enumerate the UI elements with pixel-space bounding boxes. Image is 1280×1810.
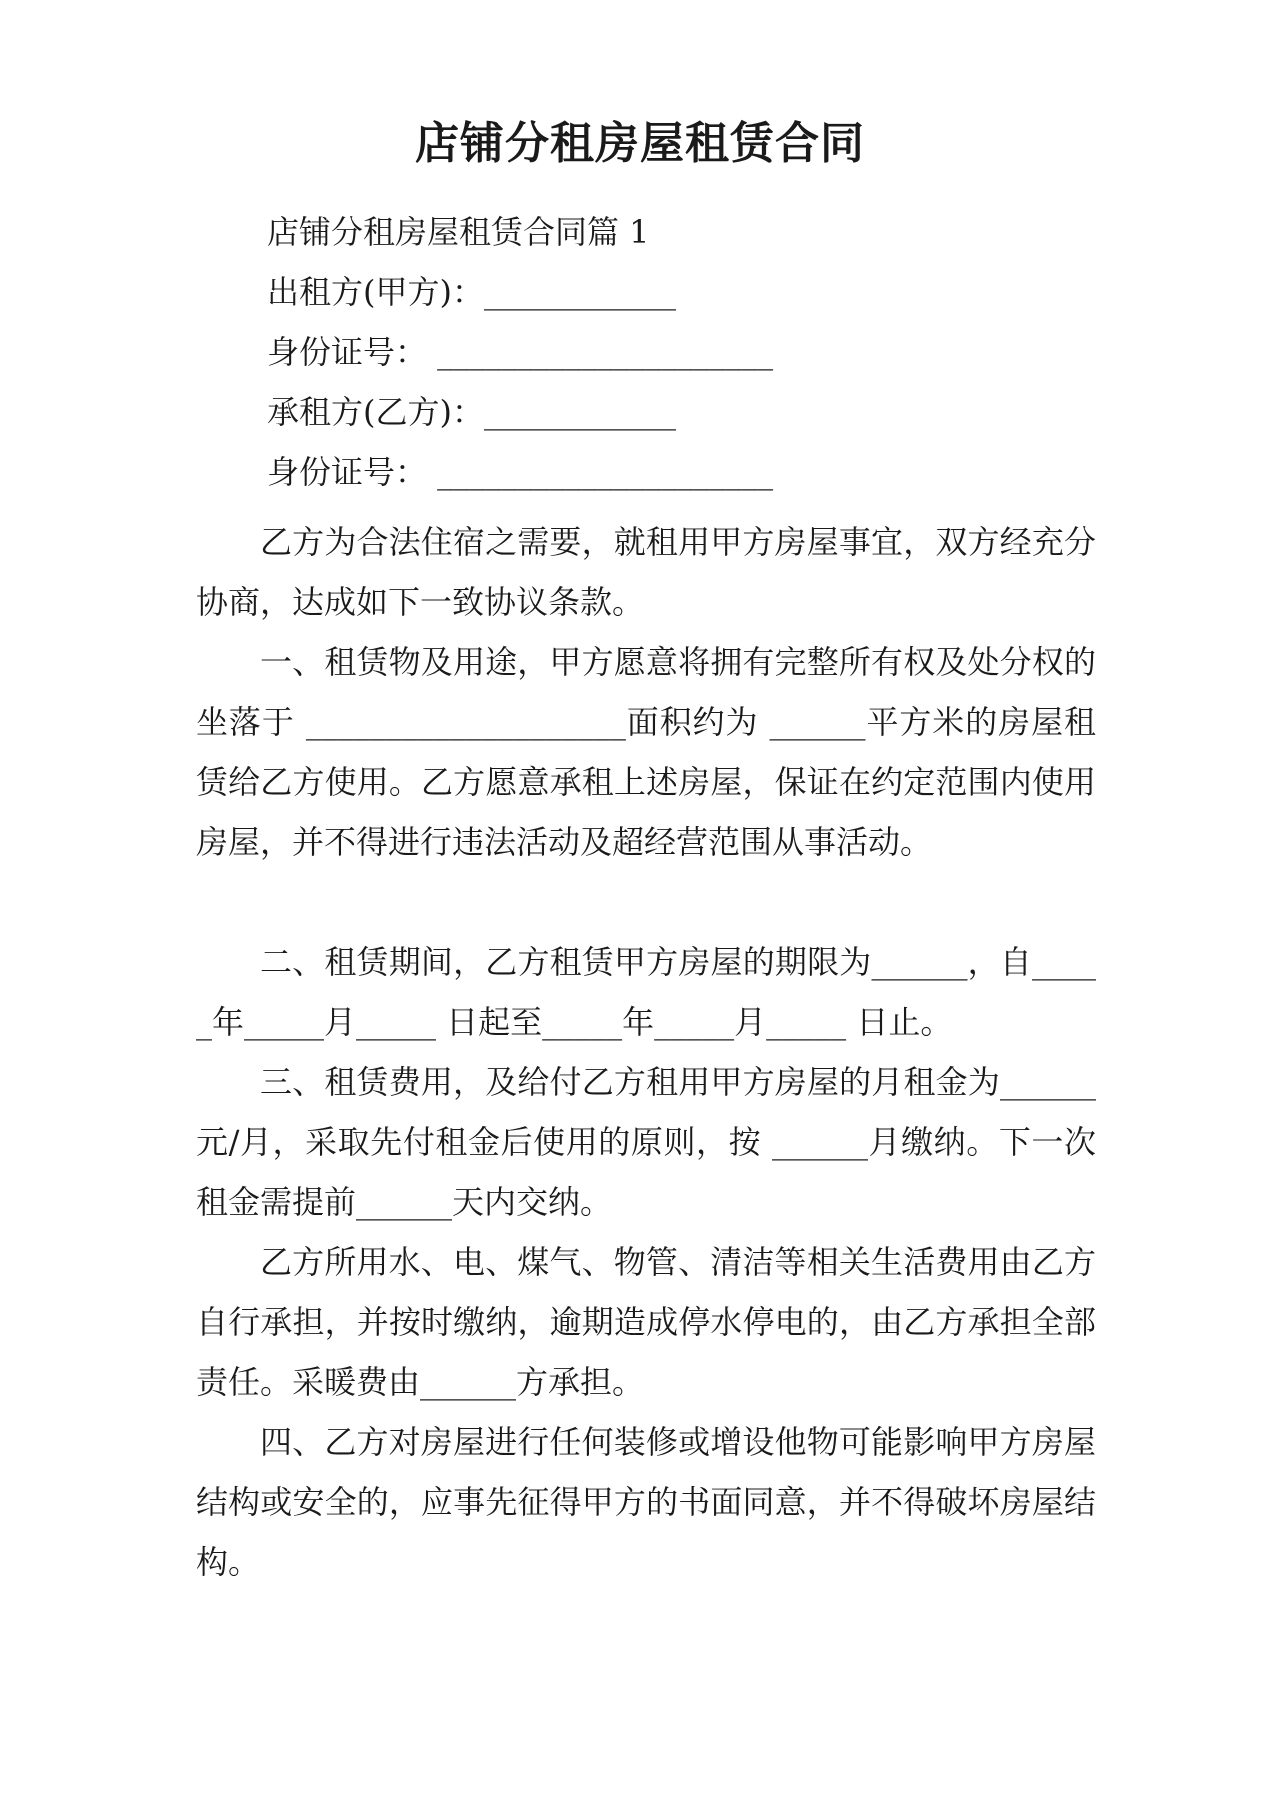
- intro-paragraph: 乙方为合法住宿之需要，就租用甲方房屋事宜，双方经充分协商，达成如下一致协议条款。: [196, 523, 1096, 621]
- clause-2-paragraph: 二、租赁期间，乙方租赁甲方房屋的期限为______，自_____年_____月_____ 日起至_____年_____月_____ 日止。: [196, 943, 1096, 1041]
- clause-1-paragraph: 一、租赁物及用途，甲方愿意将拥有完整所有权及处分权的坐落于 ____________________面积约为 ______平方米的房屋租赁给乙方使用。乙方愿意承租上述房屋，保证在约定范围内使用房屋，并不得进行违法活动及超经营范围从事活动。: [196, 643, 1096, 861]
- utilities-paragraph: 乙方所用水、电、煤气、物管、清洁等相关生活费用由乙方自行承担，并按时缴纳，逾期造成停水停电的，由乙方承担全部责任。采暖费由______方承担。: [196, 1243, 1096, 1401]
- clause-3-paragraph: 三、租赁费用，及给付乙方租用甲方房屋的月租金为______元/月，采取先付租金后使用的原则，按 ______月缴纳。下一次租金需提前______天内交纳。: [196, 1063, 1096, 1221]
- lessee-field: 承租方(乙方)：____________: [267, 393, 676, 431]
- lessor-id-field: 身份证号： _____________________: [267, 333, 774, 371]
- lessee-id-field: 身份证号： _____________________: [267, 453, 774, 491]
- document-subtitle: 店铺分租房屋租赁合同篇 1: [267, 213, 650, 251]
- lessor-field: 出租方(甲方)：____________: [267, 273, 676, 311]
- clause-4-paragraph: 四、乙方对房屋进行任何装修或增设他物可能影响甲方房屋结构或安全的，应事先征得甲方的书面同意，并不得破坏房屋结构。: [196, 1423, 1096, 1581]
- document-title: 店铺分租房屋租赁合同: [415, 118, 865, 169]
